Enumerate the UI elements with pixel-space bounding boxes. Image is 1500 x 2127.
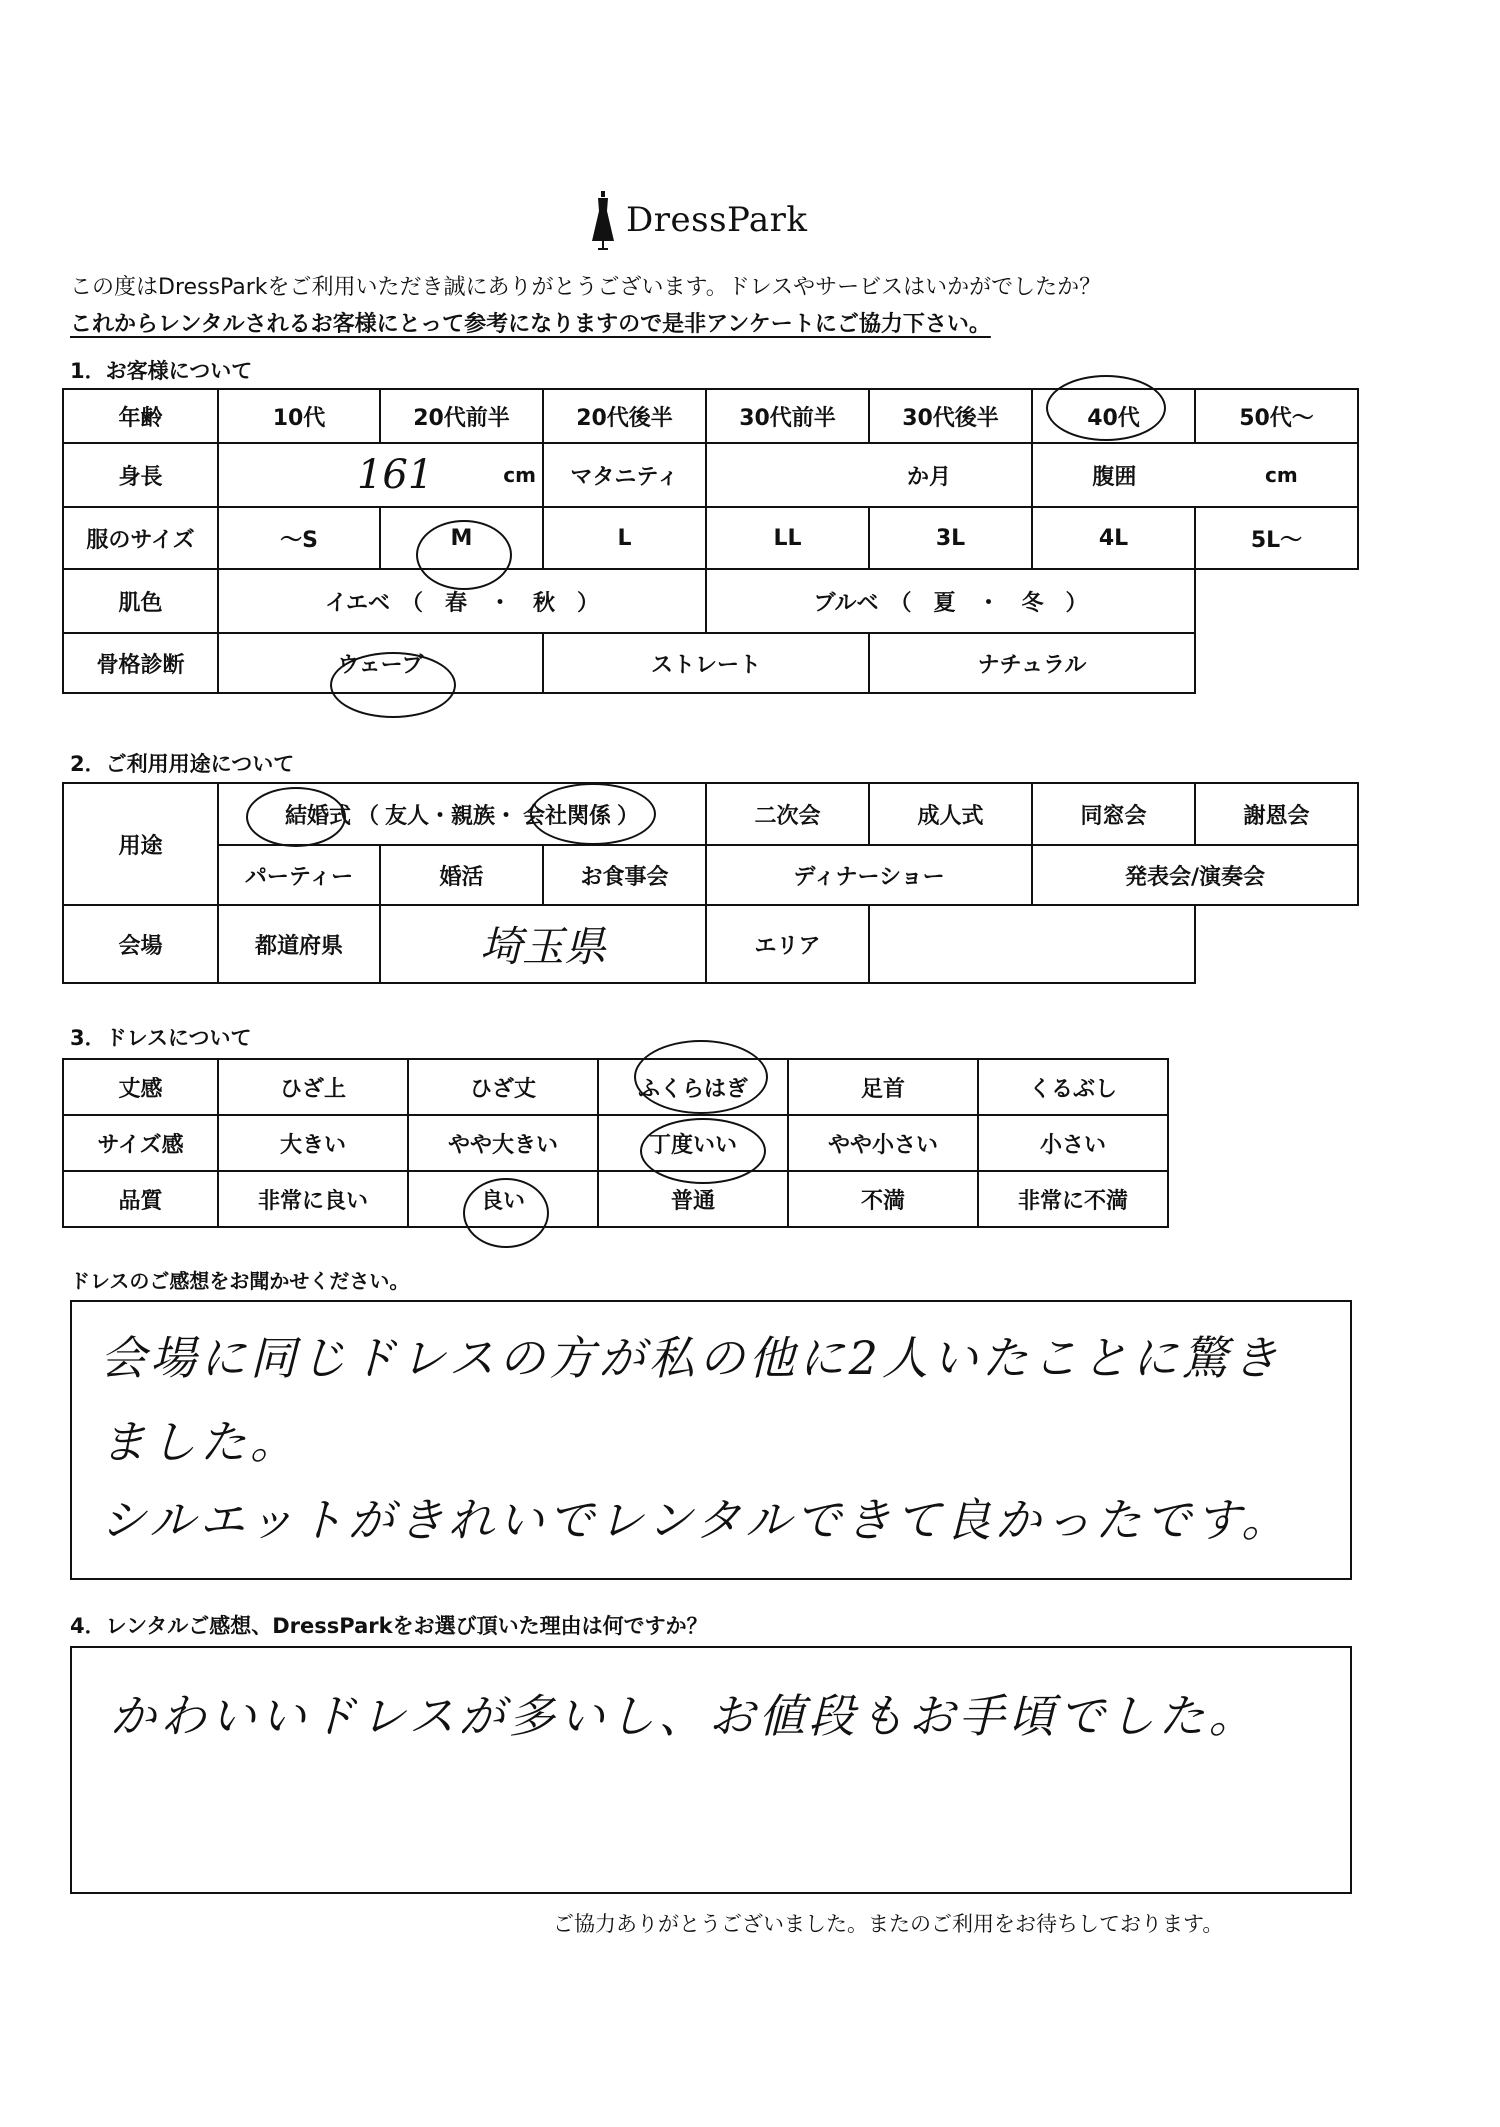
section1-title: 1．お客様について — [70, 359, 253, 383]
skin-row — [63, 569, 1358, 633]
quality-option[interactable]: 非常に不満 — [978, 1171, 1168, 1227]
paren-open: （ — [356, 803, 379, 829]
dress-icon — [590, 189, 616, 251]
frame-option[interactable]: ナチュラル — [869, 633, 1195, 693]
intro-text: この度はDressParkをご利用いただき誠にありがとうございます。ドレスやサービスはいかがでしたか？ — [70, 275, 1102, 300]
prefecture-value: 埼玉県 — [479, 922, 606, 971]
fit-row — [63, 1115, 1168, 1171]
quality-option[interactable]: 非常に良い — [218, 1171, 408, 1227]
comments-prompt: ドレスのご感想をお聞かせください。 — [70, 1269, 410, 1293]
length-option[interactable]: 足首 — [788, 1059, 978, 1115]
comment-line: 会場に同じドレスの方が私の他に2人いたことに驚き — [100, 1331, 1282, 1385]
blank-cell — [1195, 569, 1358, 633]
purpose-option[interactable]: パーティー — [218, 845, 380, 905]
frame-option-selected[interactable]: ウェーブ — [218, 633, 543, 693]
age-option[interactable]: 30代前半 — [706, 389, 869, 443]
intro-request: これからレンタルされるお客様にとって参考になりますので是非アンケートにご協力下さい。 — [70, 312, 991, 337]
purpose-option[interactable]: 謝恩会 — [1195, 783, 1358, 845]
paren-close: ） — [617, 803, 640, 829]
size-option[interactable]: 5L～ — [1195, 507, 1358, 569]
prefecture-label: 都道府県 — [218, 905, 380, 983]
wedding-selected[interactable]: 結婚式 — [284, 803, 351, 829]
area-field[interactable] — [869, 905, 1195, 983]
quality-option-selected[interactable]: 良い — [408, 1171, 598, 1227]
purpose-option[interactable]: お食事会 — [543, 845, 706, 905]
age-option[interactable]: 20代前半 — [380, 389, 543, 443]
blank-cell — [1195, 633, 1358, 693]
size-option-selected[interactable]: M — [380, 507, 543, 569]
wedding-company-selected[interactable]: 会社関係 — [523, 803, 612, 829]
size-option[interactable]: L — [543, 507, 706, 569]
purpose-option[interactable]: 婚活 — [380, 845, 543, 905]
section4-title: 4．レンタルご感想、DressParkをお選び頂いた理由は何ですか？ — [70, 1614, 708, 1638]
prefecture-field[interactable] — [380, 905, 706, 983]
wedding-option[interactable] — [218, 783, 706, 845]
length-option-selected[interactable]: ふくらはぎ — [598, 1059, 788, 1115]
quality-option[interactable]: 普通 — [598, 1171, 788, 1227]
size-label: 服のサイズ — [63, 507, 218, 569]
height-label: 身長 — [63, 443, 218, 507]
waist-field[interactable] — [1032, 443, 1358, 507]
reason-line: かわいいドレスが多いし、お値段もお手頃でした。 — [110, 1689, 1259, 1743]
fit-option-selected[interactable]: 丁度いい — [598, 1115, 788, 1171]
wedding-friend-family[interactable]: 友人・親族・ — [384, 803, 517, 829]
age-option[interactable]: 50代～ — [1195, 389, 1358, 443]
size-option[interactable]: LL — [706, 507, 869, 569]
age-option[interactable]: 10代 — [218, 389, 380, 443]
size-option[interactable]: 4L — [1032, 507, 1195, 569]
size-option[interactable]: ～S — [218, 507, 380, 569]
age-option-selected[interactable]: 40代 — [1032, 389, 1195, 443]
maternity-label: マタニティ — [543, 443, 706, 507]
fit-option[interactable]: 大きい — [218, 1115, 408, 1171]
fit-label: サイズ感 — [63, 1115, 218, 1171]
frame-option[interactable]: ストレート — [543, 633, 869, 693]
blank-cell — [1195, 905, 1358, 983]
height-value: 161 — [356, 452, 434, 498]
comment-line: ました。 — [100, 1415, 300, 1469]
age-option[interactable]: 20代後半 — [543, 389, 706, 443]
purpose-option[interactable]: 発表会/演奏会 — [1032, 845, 1358, 905]
length-option[interactable]: ひざ上 — [218, 1059, 408, 1115]
yellow-base-option[interactable]: イエベ （ 春 ・ 秋 ） — [218, 569, 706, 633]
age-row — [63, 389, 1358, 443]
venue-row — [63, 905, 1358, 983]
purpose-option[interactable]: 成人式 — [869, 783, 1032, 845]
logo-text: DressPark — [626, 200, 808, 240]
comment-line: シルエットがきれいでレンタルできて良かったです。 — [100, 1493, 1292, 1547]
height-unit: cm — [503, 463, 536, 487]
frame-row — [63, 633, 1358, 693]
size-row — [63, 507, 1358, 569]
fit-option[interactable]: 小さい — [978, 1115, 1168, 1171]
area-label: エリア — [706, 905, 869, 983]
skin-label: 肌色 — [63, 569, 218, 633]
height-row — [63, 443, 1358, 507]
waist-label: 腹囲 — [1092, 464, 1137, 490]
length-row — [63, 1059, 1168, 1115]
frame-label: 骨格診断 — [63, 633, 218, 693]
size-option[interactable]: 3L — [869, 507, 1032, 569]
section3-title: 3．ドレスについて — [70, 1026, 252, 1050]
blue-base-option[interactable]: ブルベ （ 夏 ・ 冬 ） — [706, 569, 1195, 633]
height-field[interactable] — [218, 443, 543, 507]
venue-label: 会場 — [63, 905, 218, 983]
purpose-row2 — [63, 845, 1358, 905]
quality-option[interactable]: 不満 — [788, 1171, 978, 1227]
dresspark-logo — [590, 185, 850, 255]
age-label: 年齢 — [63, 389, 218, 443]
thanks-message: ご協力ありがとうございました。またのご利用をお待ちしております。 — [553, 1912, 1224, 1936]
length-option[interactable]: くるぶし — [978, 1059, 1168, 1115]
quality-label: 品質 — [63, 1171, 218, 1227]
purpose-table — [62, 782, 1359, 984]
purpose-row1 — [63, 783, 1358, 845]
purpose-option[interactable]: 同窓会 — [1032, 783, 1195, 845]
customer-table — [62, 388, 1359, 694]
length-label: 丈感 — [63, 1059, 218, 1115]
maternity-field[interactable] — [706, 443, 1032, 507]
fit-option[interactable]: やや大きい — [408, 1115, 598, 1171]
purpose-label: 用途 — [63, 783, 218, 905]
waist-unit: cm — [1264, 463, 1298, 487]
dress-table — [62, 1058, 1169, 1228]
quality-row — [63, 1171, 1168, 1227]
purpose-option[interactable]: 二次会 — [706, 783, 869, 845]
length-option[interactable]: ひざ丈 — [408, 1059, 598, 1115]
maternity-unit: か月 — [906, 464, 951, 490]
purpose-option[interactable]: ディナーショー — [706, 845, 1032, 905]
section2-title: 2．ご利用用途について — [70, 752, 295, 776]
fit-option[interactable]: やや小さい — [788, 1115, 978, 1171]
age-option[interactable]: 30代後半 — [869, 389, 1032, 443]
